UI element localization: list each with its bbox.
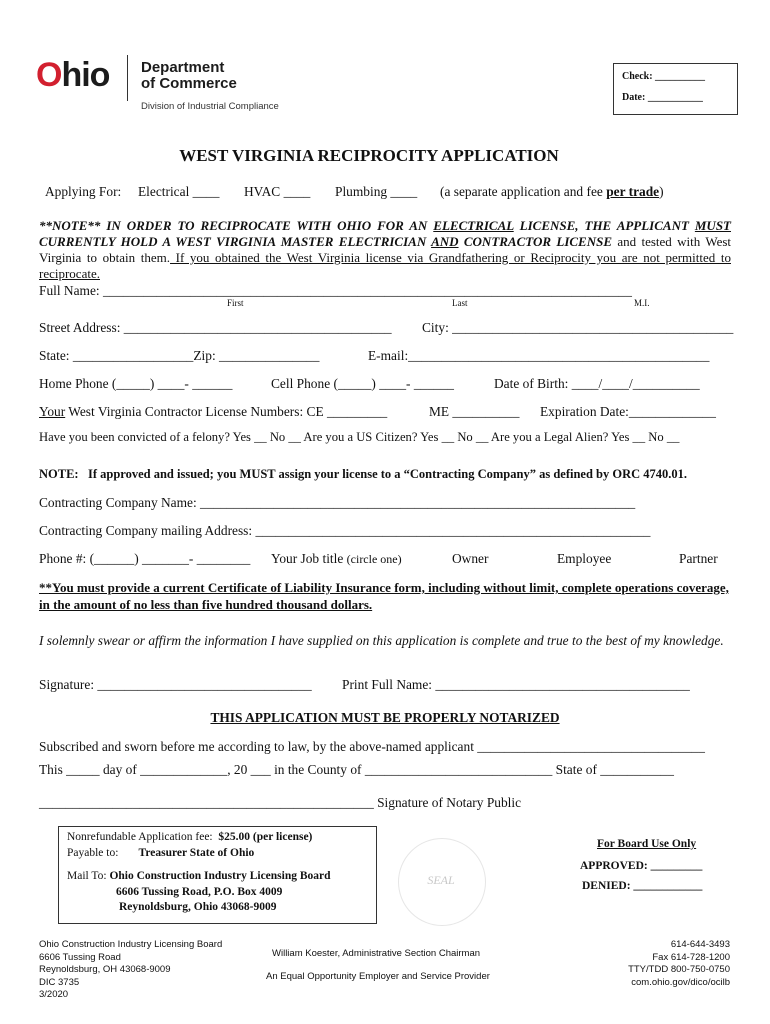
note-electrical: ELECTRICAL <box>433 218 514 233</box>
job-title-partner[interactable]: Partner <box>679 551 718 566</box>
state-zip-field[interactable]: State: __________________Zip: _______________ <box>39 348 320 363</box>
plumbing-field[interactable]: Plumbing ____ <box>335 184 418 199</box>
approved-field[interactable]: APPROVED: _________ <box>580 860 703 872</box>
fee-label: Nonrefundable Application fee: <box>67 831 213 843</box>
note-and: AND <box>431 234 459 249</box>
email-field[interactable]: E-mail:_____________________________________________ <box>368 348 710 363</box>
division-name: Division of Industrial Compliance <box>141 101 279 112</box>
company-phone-field[interactable]: Phone #: (______) _______- ________ <box>39 551 251 566</box>
felony-citizen-questions[interactable]: Have you been convicted of a felony? Yes __ No __ Are you a US Citizen? Yes __ No __ Are you a Legal Alien? Yes __ No __ <box>39 430 680 444</box>
mail-to-line1: Ohio Construction Industry Licensing Board <box>109 870 331 882</box>
footer-left-line: 3/2020 <box>39 989 69 1000</box>
street-address-field[interactable]: Street Address: ________________________________________ <box>39 320 392 335</box>
mail-to-label: Mail To: <box>67 870 107 882</box>
job-title-text: Your Job title <box>271 551 347 566</box>
separate-fee-em: per trade <box>606 184 660 199</box>
seal-label: SEAL <box>427 873 455 887</box>
assign-license-note <box>39 467 687 482</box>
footer-equal-opportunity: An Equal Opportunity Employer and Service Provider <box>266 971 490 982</box>
company-address-field[interactable]: Contracting Company mailing Address: ___________________________________________________________ <box>39 523 651 538</box>
company-name-field[interactable]: Contracting Company Name: _________________________________________________________________ <box>39 495 636 510</box>
home-phone-field[interactable]: Home Phone (_____) ____- ______ <box>39 376 233 391</box>
note-part1: **NOTE** IN ORDER TO RECIPROCATE WITH OHIO FOR AN <box>39 218 434 233</box>
footer-left-line: Ohio Construction Industry Licensing Board <box>39 939 223 950</box>
job-title-owner[interactable]: Owner <box>452 551 489 566</box>
job-title-employee[interactable]: Employee <box>557 551 612 566</box>
applying-for-label: Applying For: <box>45 184 122 199</box>
electrical-note <box>39 218 731 282</box>
middle-initial-label: M.I. <box>634 298 650 308</box>
date-field[interactable]: Date: ___________ <box>622 92 703 103</box>
license-your: Your <box>39 404 66 419</box>
board-use-heading: For Board Use Only <box>597 838 697 850</box>
notary-signature-field[interactable]: __________________________________________________ Signature of Notary Public <box>39 795 522 810</box>
full-name-field[interactable]: Full Name: _______________________________________________________________________________ <box>39 283 632 298</box>
expiration-date-field[interactable]: Expiration Date:_____________ <box>540 404 716 419</box>
department-line2: of Commerce <box>141 75 237 92</box>
circle-one-hint: (circle one) <box>346 552 402 566</box>
footer-fax: Fax 614-728-1200 <box>652 951 730 963</box>
subscribed-sworn-field[interactable]: Subscribed and sworn before me according to law, by the above-named applicant __________________________________ <box>39 739 705 754</box>
department-name <box>141 60 237 92</box>
note-must: MUST <box>694 218 731 233</box>
first-name-label: First <box>227 298 244 308</box>
mail-to-line3: Reynoldsburg, Ohio 43068-9009 <box>119 901 277 913</box>
note-part4: CONTRACTOR LICENSE <box>458 234 613 249</box>
footer-address <box>39 939 222 1002</box>
note-part2: LICENSE, THE APPLICANT <box>513 218 695 233</box>
signature-field[interactable]: Signature: ________________________________ <box>39 677 312 692</box>
mail-to-line2: 6606 Tussing Road, P.O. Box 4009 <box>116 886 283 898</box>
date-of-birth-field[interactable]: Date of Birth: ____/____/__________ <box>494 376 700 391</box>
last-name-label: Last <box>452 298 468 308</box>
footer-left-line: DIC 3735 <box>39 976 80 988</box>
note-part5: and tested with West Virginia to obtain them. <box>39 234 732 265</box>
affirmation-statement: I solemnly swear or affirm the information I have supplied on this application is complete and true to the best of my knowledge. <box>39 633 724 648</box>
ohio-logo-rest: hio <box>61 56 110 94</box>
separate-fee-pre: (a separate application and fee <box>440 184 607 199</box>
logo-divider <box>127 55 128 101</box>
license-ce: West Virginia Contractor License Numbers: CE _________ <box>65 404 388 419</box>
check-field[interactable]: Check: __________ <box>622 71 706 82</box>
payable-value: Treasurer State of Ohio <box>138 847 255 859</box>
cell-phone-field[interactable]: Cell Phone (_____) ____- ______ <box>271 376 454 391</box>
ohio-logo-o: O <box>36 56 62 94</box>
notary-date-county-field[interactable]: This _____ day of _____________, 20 ___ in the County of ____________________________ State of ___________ <box>39 762 674 777</box>
footer-website[interactable]: com.ohio.gov/dico/ocilb <box>631 976 730 988</box>
payable-line <box>67 845 254 861</box>
print-name-field[interactable]: Print Full Name: ______________________________________ <box>342 677 690 692</box>
ohio-logo <box>36 56 109 95</box>
separate-fee-note <box>440 184 664 200</box>
payable-label: Payable to: <box>67 847 119 859</box>
note-part6: If you obtained the West Virginia license via Grandfathering or Reciprocity you are not permitted to reciprocate. <box>39 250 731 281</box>
footer-left-line: 6606 Tussing Road <box>39 951 121 963</box>
license-me-field[interactable]: ME __________ <box>429 404 520 419</box>
mail-to-line <box>67 868 331 884</box>
hvac-field[interactable]: HVAC ____ <box>244 184 311 199</box>
footer-left-line: Reynoldsburg, OH 43068-9009 <box>39 964 171 975</box>
footer-contact <box>628 939 730 989</box>
page-title: WEST VIRGINIA RECIPROCITY APPLICATION <box>179 146 559 165</box>
footer-phone: 614-644-3493 <box>670 939 730 950</box>
fee-value: $25.00 (per license) <box>218 831 313 843</box>
liability-insurance-note: **You must provide a current Certificate of Liability Insurance form, including without limit, complete operations coverage, in the amount of no less than five hundred thousand dollars. <box>39 580 729 612</box>
job-title-label <box>271 551 402 567</box>
assign-note-label: NOTE: <box>39 467 79 481</box>
footer-chairman: William Koester, Administrative Section Chairman <box>272 948 481 959</box>
notarize-heading: THIS APPLICATION MUST BE PROPERLY NOTARIZED <box>210 710 560 725</box>
city-field[interactable]: City: __________________________________________ <box>422 320 734 335</box>
license-numbers-field[interactable] <box>39 404 387 420</box>
assign-note-text: If approved and issued; you MUST assign your license to a “Contracting Company” as defined by ORC 4740.01. <box>87 467 688 481</box>
note-part3: CURRENTLY HOLD A WEST VIRGINIA MASTER ELECTRICIAN <box>39 234 432 249</box>
department-line1: Department <box>141 59 225 76</box>
footer-tty: TTY/TDD 800-750-0750 <box>628 964 730 975</box>
fee-line <box>67 829 312 845</box>
denied-field[interactable]: DENIED: ____________ <box>582 880 703 892</box>
separate-fee-post: ) <box>659 184 664 199</box>
electrical-field[interactable]: Electrical ____ <box>138 184 220 199</box>
